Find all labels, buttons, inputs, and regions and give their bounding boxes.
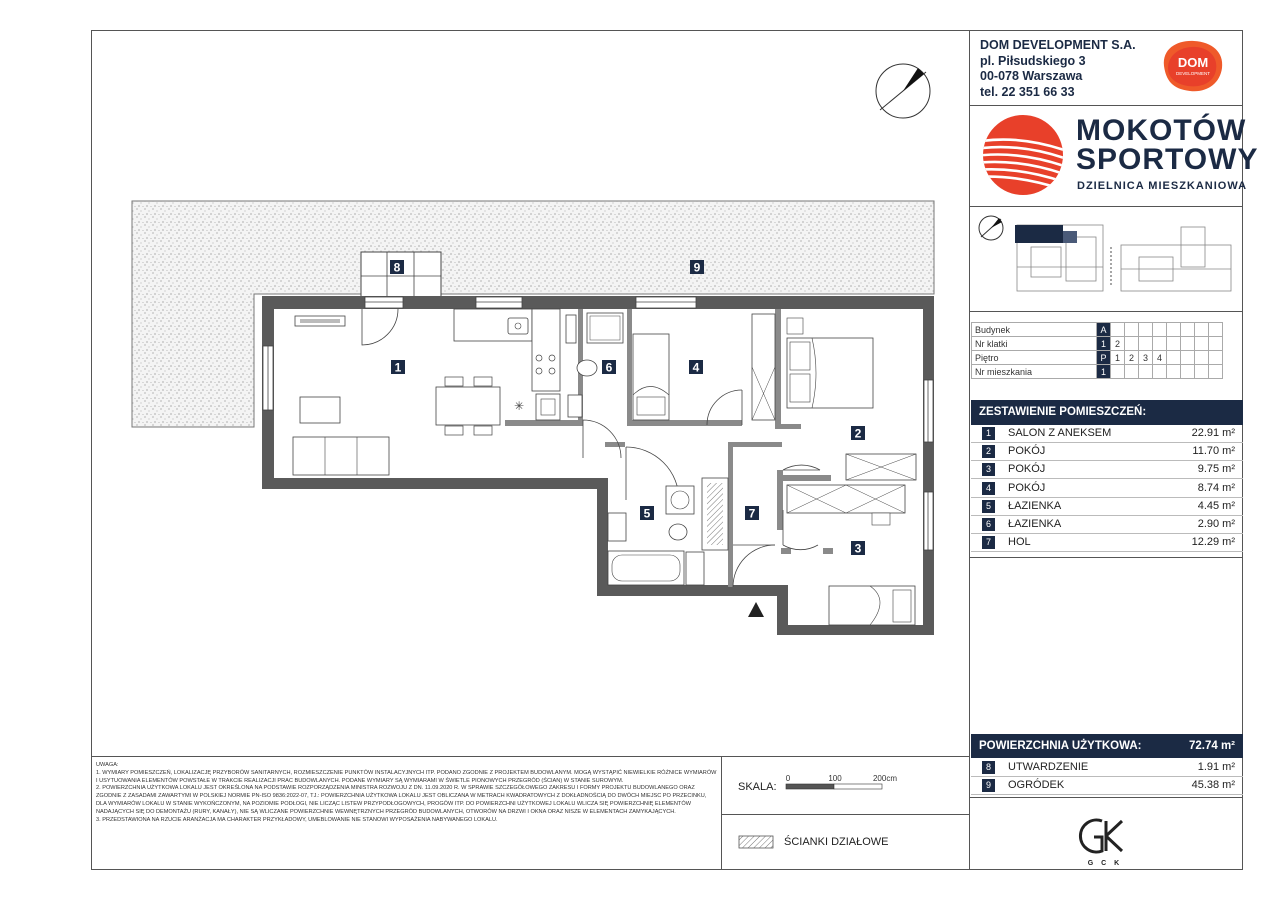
- partition-legend-label: ŚCIANKI DZIAŁOWE: [784, 836, 889, 848]
- room-number-badge: 4: [982, 482, 995, 495]
- room-number-badge: 5: [982, 500, 995, 513]
- info-cell: 1: [1097, 337, 1111, 351]
- compass-icon: [876, 64, 930, 118]
- room-area: 1.91 m²: [1197, 761, 1235, 773]
- panel-divider: [969, 105, 1243, 106]
- room-row: [971, 534, 1243, 552]
- plan-room-label: 2: [854, 426, 862, 441]
- panel-divider: [969, 797, 1243, 798]
- room-row: [971, 425, 1243, 443]
- info-cell: [1209, 337, 1223, 351]
- notes-divider: [721, 756, 722, 869]
- info-cell: [1153, 323, 1167, 337]
- dining-table: [436, 387, 500, 425]
- info-cell: [1181, 351, 1195, 365]
- info-cell: 4: [1153, 351, 1167, 365]
- scale-label: SKALA:: [738, 781, 777, 793]
- info-row: [972, 351, 1223, 365]
- note-item-1: 1. WYMIARY POMIESZCZEŃ, LOKALIZACJĘ PRZYBORÓW SANITARNYCH, ROZMIESZCZENIE PUNKTÓW INSTALACYJNYCH ITP. PODANO ZGODNIE Z PROJEKTEM BUDOWLANYM. MOGĄ WYSTĄPIĆ NIEWIELKIE RÓŻNICE WYMIARÓW I USYTUOWANIA ELEMENTÓW POWSTAŁE W TRAKCIE REALIZACJI PRAC BUDOWLANYCH. PODANE WYMIARY SĄ WYMIARAMI W ŚWIETLE PIONOWYCH PRZEGRÓD (ŚCIAN) W STANIE SUROWYM.: [96, 769, 717, 784]
- room-name: UTWARDZENIE: [1008, 761, 1089, 773]
- info-cell: [1209, 351, 1223, 365]
- info-row: [972, 337, 1223, 351]
- info-cell: [1195, 365, 1209, 379]
- info-cell: [1139, 337, 1153, 351]
- panel-divider: [969, 311, 1243, 312]
- info-row: [972, 365, 1223, 379]
- room-name: ŁAZIENKA: [1008, 518, 1062, 530]
- plan-room-label: 5: [643, 506, 651, 521]
- info-cell: 1: [1097, 365, 1111, 379]
- notes-divider: [721, 814, 970, 815]
- company-phone: tel. 22 351 66 33: [980, 84, 1075, 99]
- info-row-label: Nr klatki: [972, 337, 1097, 351]
- dom-logo-subtext: DEVELOPMENT: [1175, 71, 1211, 76]
- dom-development-logo: [1158, 38, 1226, 94]
- brand-title-line1: MOKOTÓW: [1076, 114, 1247, 147]
- room-area: 22.91 m²: [1191, 427, 1235, 439]
- info-cell: [1153, 365, 1167, 379]
- info-cell: [1125, 365, 1139, 379]
- total-area-value: 72.74 m²: [1188, 740, 1235, 752]
- notes: [96, 762, 718, 824]
- room-number-badge: 6: [982, 518, 995, 531]
- room-area: 9.75 m²: [1197, 463, 1235, 476]
- info-cell: [1111, 365, 1125, 379]
- total-area-label: POWIERZCHNIA UŻYTKOWA:: [979, 740, 1142, 752]
- info-cell: [1125, 323, 1139, 337]
- room-name: POKÓJ: [1008, 463, 1046, 476]
- plan-room-label: 4: [692, 360, 700, 375]
- info-cell: [1139, 323, 1153, 337]
- note-item-3: 3. PRZEDSTAWIONA NA RZUCIE ARANŻACJA MA CHARAKTER PRZYKŁADOWY, UMEBLOWANIE NIE STANOWI WYPOSAŻENIA NABYWANEGO LOKALU.: [96, 816, 498, 823]
- room-number-badge: 2: [982, 445, 995, 458]
- info-cell: [1139, 365, 1153, 379]
- partition-legend-swatch: [738, 835, 774, 849]
- info-cell: [1209, 323, 1223, 337]
- info-row: [972, 323, 1223, 337]
- room-area: 11.70 m²: [1192, 445, 1235, 458]
- info-cell: [1181, 365, 1195, 379]
- room-name: ŁAZIENKA: [1008, 499, 1062, 512]
- company-name: DOM DEVELOPMENT S.A.: [980, 38, 1136, 52]
- room-name: OGRÓDEK: [1008, 779, 1065, 792]
- panel-divider: [969, 557, 1243, 558]
- room-area: 4.45 m²: [1197, 499, 1235, 512]
- info-cell: [1125, 337, 1139, 351]
- brand-title-line2: SPORTOWY: [1076, 143, 1259, 176]
- company-address: pl. Piłsudskiego 3: [980, 53, 1086, 68]
- room-row: [971, 480, 1243, 498]
- gck-logo: [1070, 815, 1140, 867]
- room-name: SALON Z ANEKSEM: [1008, 427, 1112, 439]
- note-item-2: 2. POWIERZCHNIA UŻYTKOWA LOKALU JEST OKREŚLONA NA PODSTAWIE ROZPORZĄDZENIA MINISTRA ROZWOJU Z DN. 11.09.2020 R. W SPRAWIE SZCZEGÓŁOWEGO ZAKRESU I FORMY PROJEKTU BUDOWLANEGO ORAZ ZGODNIE Z ZASADAMI ZAWARTYMI W POLSKIEJ NORMIE PN-ISO 9836:2022-07, TJ.: POWIERZCHNIA UŻYTKOWA LOKALU JEST OBLICZANA W METRACH KWADRATOWYCH Z DOKŁADNOŚCIĄ DO DWÓCH MIEJSC PO PRZECINKU, DLA WYMIARÓW LOKALU W STANIE WYKOŃCZONYM, NA POZIOMIE PODŁOGI, NIE LICZĄC LISTEW PRZYPODŁOGOWYCH, PROGÓW ITP. DO POWIERZCHNI UŻYTKOWEJ LOKALU WLICZA SIĘ POWIERZCHNIĘ ELEMENTÓW NADAJĄCYCH SIĘ DO DEMONTAŻU (RURY, KANAŁY), NIE SĄ WLICZANE POWIERZCHNIE WEWNĘTRZNYCH PRZEGRÓD BUDOWLANYCH, OTWORÓW NA DRZWI I OKNA ORAZ NISZE W ELEMENTACH ZAMYKAJĄCYCH.: [96, 785, 707, 815]
- info-cell: [1153, 337, 1167, 351]
- room-number-badge: 3: [982, 463, 995, 476]
- scale-bar: [782, 772, 912, 794]
- notes-title: UWAGA:: [96, 762, 119, 768]
- building-locator-map: [971, 207, 1243, 310]
- info-cell: [1167, 337, 1181, 351]
- room-row: [971, 777, 1243, 795]
- sofa: [293, 437, 389, 475]
- notes-divider: [92, 756, 970, 757]
- plan-room-label: 9: [693, 260, 701, 275]
- gck-logo-letters: G C K: [1087, 860, 1123, 867]
- room-number-badge: 9: [982, 779, 995, 792]
- room-area: 45.38 m²: [1191, 779, 1235, 792]
- info-cell: 2: [1125, 351, 1139, 365]
- plan-room-label: 6: [605, 360, 613, 375]
- room-number-badge: 8: [982, 761, 995, 774]
- info-cell: 1: [1111, 351, 1125, 365]
- info-cell: [1181, 337, 1195, 351]
- room-number-badge: 7: [982, 536, 995, 549]
- info-cell: [1167, 365, 1181, 379]
- company-info: [980, 38, 1136, 100]
- scale-tick-200: 200cm: [872, 774, 898, 783]
- info-cell: [1209, 365, 1223, 379]
- room-row: [971, 759, 1243, 777]
- room-name: POKÓJ: [1008, 481, 1046, 494]
- room-row: [971, 461, 1243, 479]
- plan-room-label: 3: [854, 541, 862, 556]
- info-cell: [1167, 323, 1181, 337]
- scale-tick-100: 100: [828, 774, 842, 783]
- room-number-badge: 1: [982, 427, 995, 440]
- svg-text:✳: ✳: [513, 399, 525, 413]
- brand-subtitle: DZIELNICA MIESZKANIOWA: [1077, 180, 1248, 192]
- panel-divider: [969, 31, 970, 869]
- room-area: 12.29 m²: [1191, 536, 1235, 549]
- info-cell: A: [1097, 323, 1111, 337]
- scale-tick-0: 0: [785, 774, 791, 783]
- info-row-label: Piętro: [972, 351, 1097, 365]
- total-area-bar: [971, 734, 1243, 758]
- info-cell: [1167, 351, 1181, 365]
- info-cell: 3: [1139, 351, 1153, 365]
- room-name: POKÓJ: [1008, 445, 1046, 458]
- room-row: [971, 498, 1243, 516]
- plan-room-label: 8: [393, 260, 401, 275]
- apartment-info-table: [971, 322, 1223, 379]
- plan-room-label: 7: [748, 506, 756, 521]
- info-cell: [1195, 351, 1209, 365]
- info-cell: [1111, 323, 1125, 337]
- info-cell: 2: [1111, 337, 1125, 351]
- rooms-header: ZESTAWIENIE POMIESZCZEŃ:: [971, 400, 1243, 425]
- info-row-label: Nr mieszkania: [972, 365, 1097, 379]
- room-name: HOL: [1008, 536, 1031, 549]
- room-area: 8.74 m²: [1197, 481, 1235, 494]
- floor-plan: [92, 31, 969, 756]
- room-row: [971, 443, 1243, 461]
- company-city: 00-078 Warszawa: [980, 69, 1083, 83]
- room-area: 2.90 m²: [1197, 518, 1235, 530]
- info-cell: P: [1097, 351, 1111, 365]
- plan-room-label: 1: [394, 360, 402, 375]
- info-cell: [1181, 323, 1195, 337]
- info-row-label: Budynek: [972, 323, 1097, 337]
- dom-logo-text: DOM: [1177, 55, 1209, 70]
- room-row: [971, 516, 1243, 534]
- info-cell: [1195, 337, 1209, 351]
- info-cell: [1195, 323, 1209, 337]
